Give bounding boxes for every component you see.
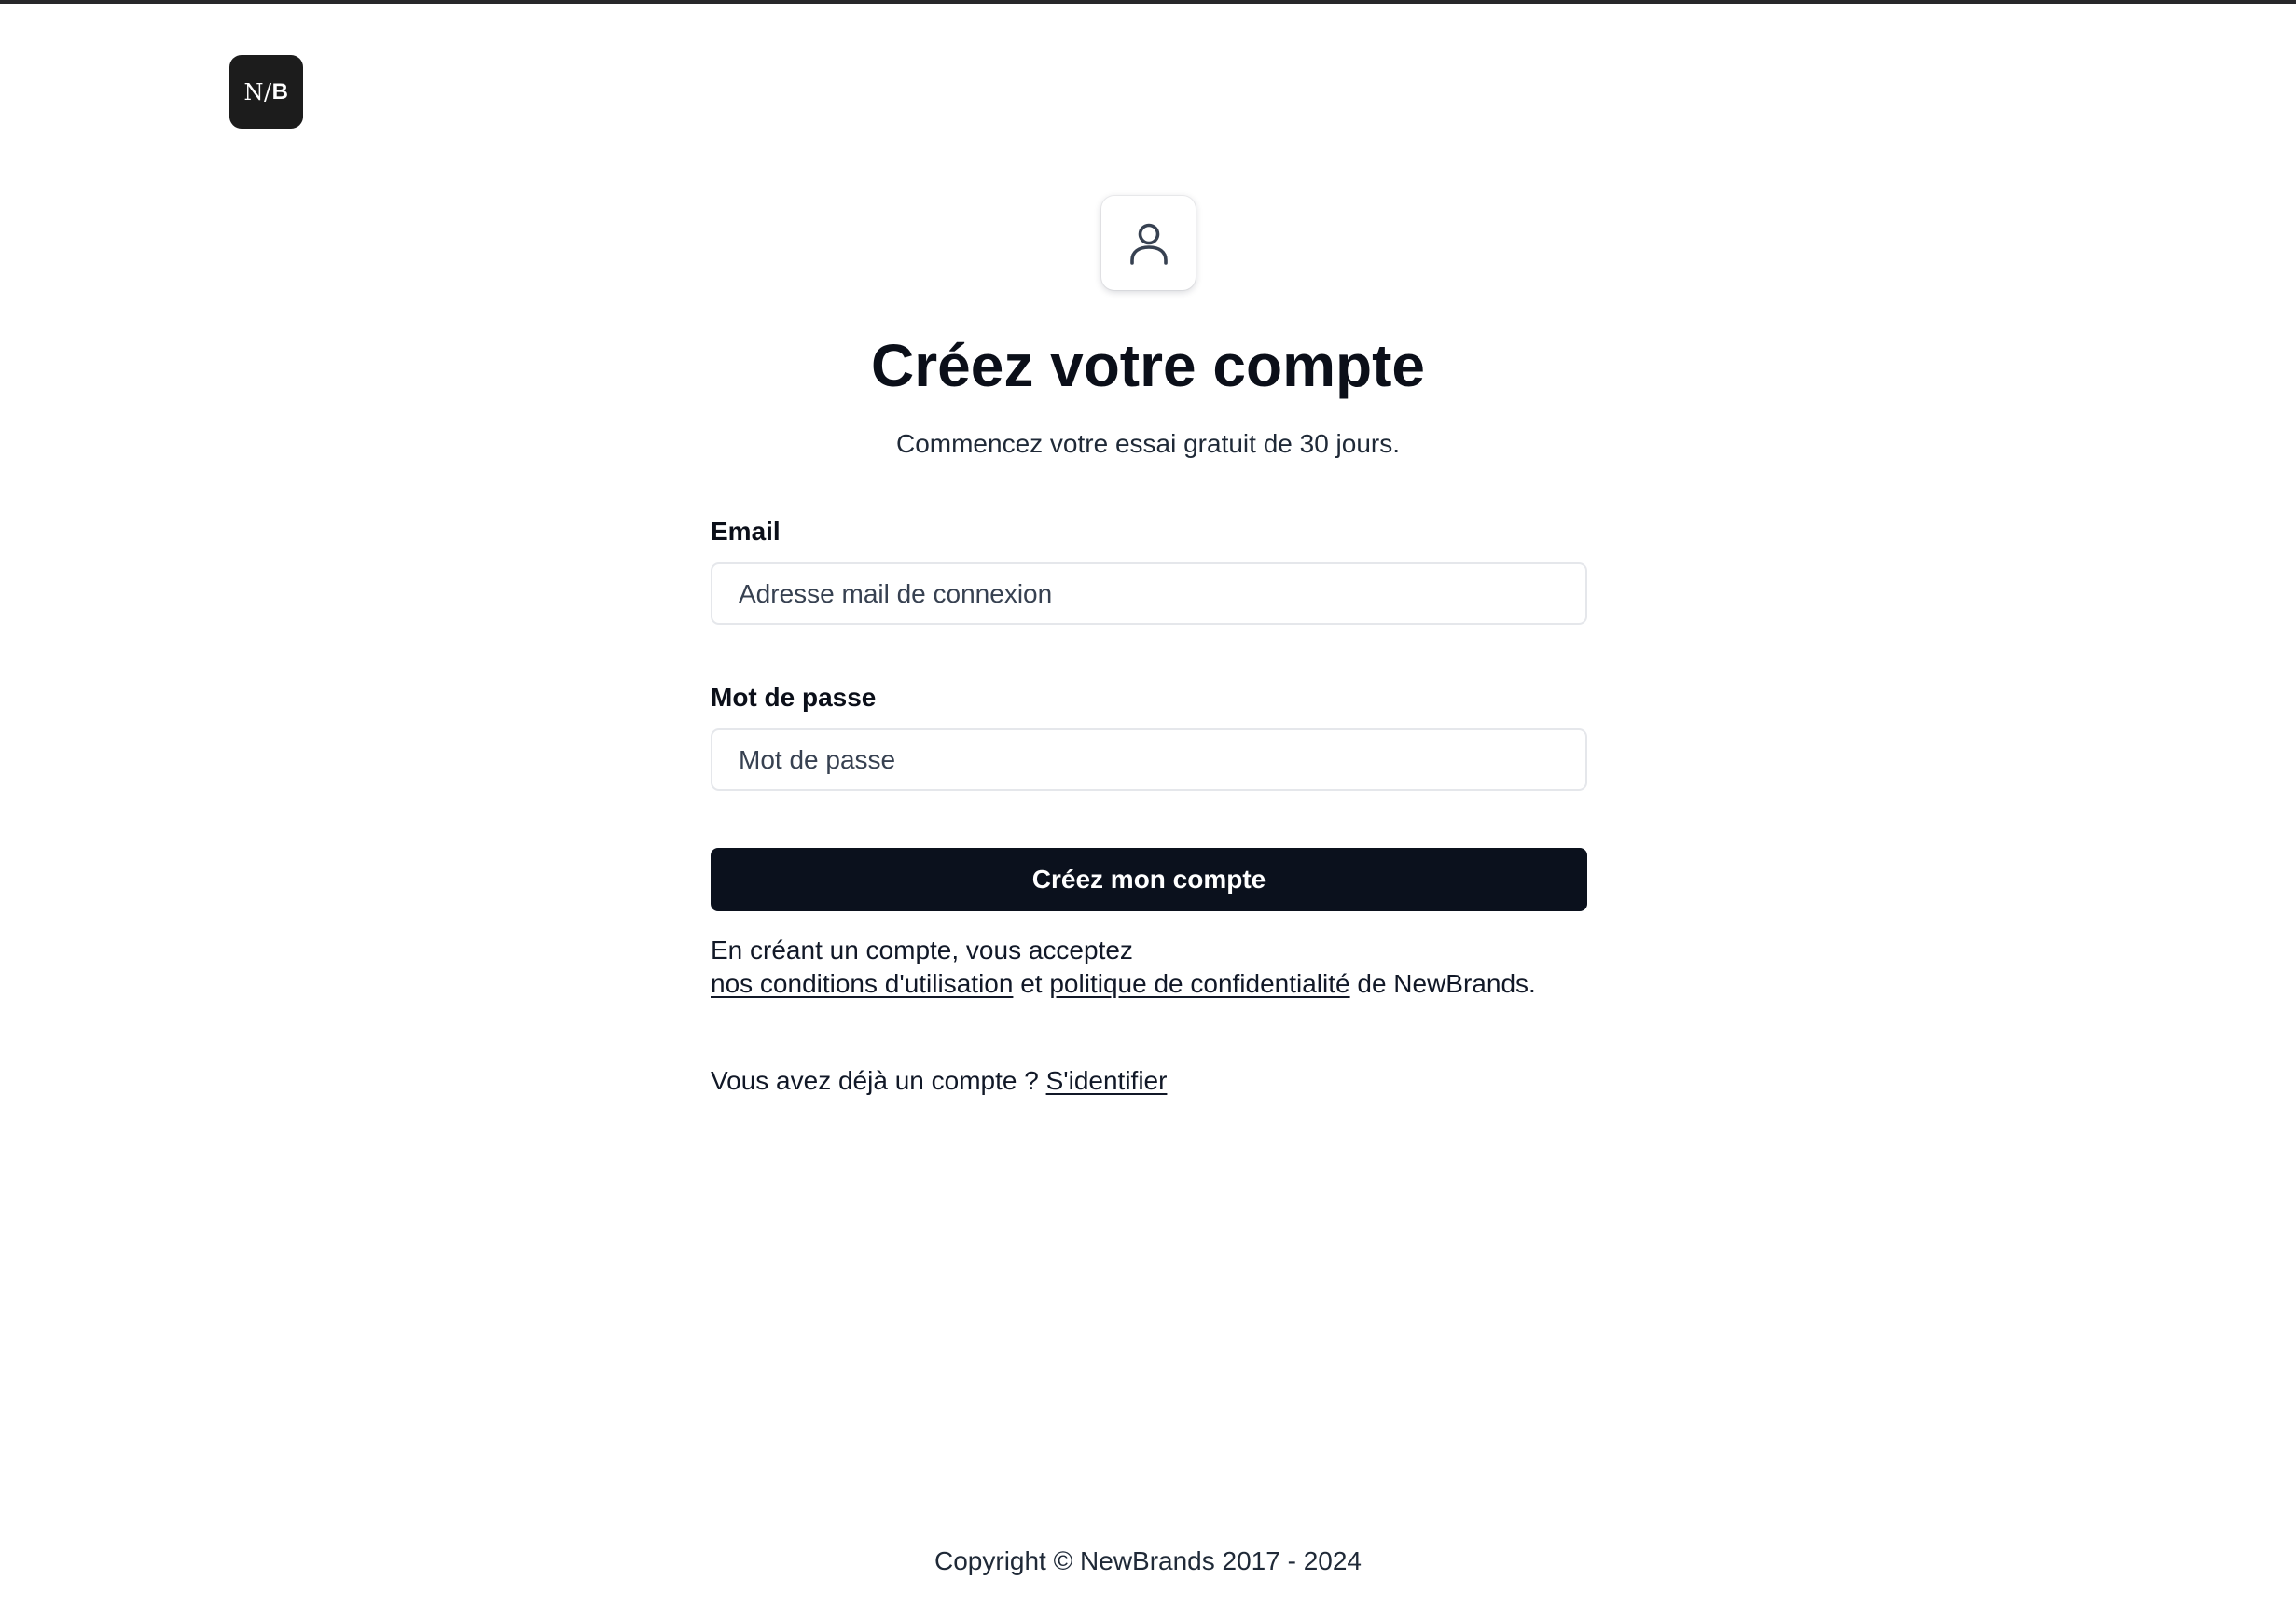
terms-notice xyxy=(711,934,1587,1001)
password-field[interactable] xyxy=(711,728,1587,791)
create-account-button[interactable]: Créez mon compte xyxy=(711,848,1587,911)
terms-of-use-link[interactable]: nos conditions d'utilisation xyxy=(711,969,1014,998)
top-border xyxy=(0,0,2296,4)
terms-suffix: de NewBrands. xyxy=(1349,969,1536,998)
privacy-policy-link[interactable]: politique de confidentialité xyxy=(1049,969,1350,998)
email-field[interactable] xyxy=(711,562,1587,625)
password-label: Mot de passe xyxy=(711,683,877,712)
terms-links-line xyxy=(711,967,1587,1001)
terms-intro: En créant un compte, vous acceptez xyxy=(711,936,1133,964)
page-subtitle: Commencez votre essai gratuit de 30 jours. xyxy=(895,429,1401,458)
signin-link[interactable]: S'identifier xyxy=(1045,1066,1168,1095)
terms-conjunction: et xyxy=(1013,969,1050,998)
logo-text-b: B xyxy=(271,78,289,104)
footer-copyright: Copyright © NewBrands 2017 - 2024 xyxy=(934,1546,1362,1575)
newbrands-logo[interactable] xyxy=(229,55,303,129)
page-title: Créez votre compte xyxy=(871,332,1425,399)
user-avatar-badge xyxy=(1101,196,1196,290)
signin-prompt-text: Vous avez déjà un compte ? xyxy=(711,1066,1046,1095)
signin-prompt xyxy=(711,1064,1587,1098)
logo-text-n: N/ xyxy=(243,78,272,105)
user-icon xyxy=(1128,221,1169,266)
field-spacer xyxy=(711,625,1587,679)
email-label: Email xyxy=(711,517,781,546)
signup-form xyxy=(711,513,1587,1098)
